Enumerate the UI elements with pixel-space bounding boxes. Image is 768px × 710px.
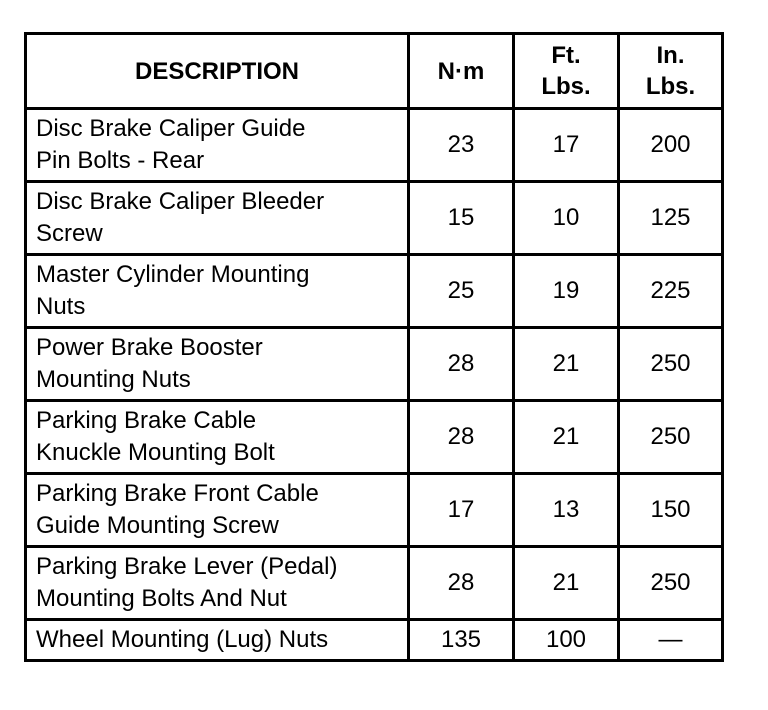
description-line: Wheel Mounting (Lug) Nuts [36,626,329,653]
value-ft-lbs: 13 [514,474,619,547]
description-line: Parking Brake Cable [36,407,257,434]
description-line: Mounting Bolts And Nut [36,585,287,612]
row-description [26,182,409,255]
table-row [26,255,723,328]
value-nm: 28 [409,328,514,401]
value-nm: 17 [409,474,514,547]
value-ft-lbs: 100 [514,620,619,661]
table-row [26,620,723,661]
table-row [26,109,723,182]
value-nm: 28 [409,547,514,620]
value-in-lbs: 150 [619,474,723,547]
row-description [26,620,409,661]
table-row [26,182,723,255]
header-in-line2: Lbs. [645,73,696,100]
description-line: Disc Brake Caliper Bleeder [36,188,325,215]
description-line: Screw [36,220,103,247]
description-line: Nuts [36,293,86,320]
value-in-lbs: 225 [619,255,723,328]
description-line: Power Brake Booster [36,334,263,361]
value-ft-lbs: 21 [514,547,619,620]
row-description [26,109,409,182]
value-in-lbs: 250 [619,401,723,474]
header-description: DESCRIPTION [26,34,409,109]
description-line: Parking Brake Lever (Pedal) [36,553,338,580]
value-ft-lbs: 17 [514,109,619,182]
value-nm: 25 [409,255,514,328]
row-description [26,255,409,328]
header-in-lbs [619,34,723,109]
value-in-lbs: 125 [619,182,723,255]
row-description [26,401,409,474]
description-line: Guide Mounting Screw [36,512,279,539]
value-ft-lbs: 21 [514,328,619,401]
table-row [26,401,723,474]
value-in-lbs: 200 [619,109,723,182]
description-line: Pin Bolts - Rear [36,147,205,174]
header-ft-line2: Lbs. [541,73,591,100]
row-description [26,547,409,620]
header-nm: N·m [409,34,514,109]
header-ft-lbs [514,34,619,109]
table-row [26,547,723,620]
value-in-lbs: — [619,620,723,661]
description-line: Disc Brake Caliper Guide [36,115,306,142]
value-nm: 15 [409,182,514,255]
value-in-lbs: 250 [619,547,723,620]
table-row [26,474,723,547]
description-line: Master Cylinder Mounting [36,261,310,288]
description-line: Knuckle Mounting Bolt [36,439,275,466]
header-ft-line1: Ft. [551,42,581,69]
table-row [26,328,723,401]
value-ft-lbs: 10 [514,182,619,255]
value-nm: 23 [409,109,514,182]
header-in-line1: In. [656,42,685,69]
value-ft-lbs: 19 [514,255,619,328]
value-in-lbs: 250 [619,328,723,401]
header-row [26,34,723,109]
value-ft-lbs: 21 [514,401,619,474]
value-nm: 135 [409,620,514,661]
description-line: Parking Brake Front Cable [36,480,319,507]
row-description [26,474,409,547]
torque-spec-table [24,32,724,662]
row-description [26,328,409,401]
value-nm: 28 [409,401,514,474]
description-line: Mounting Nuts [36,366,191,393]
